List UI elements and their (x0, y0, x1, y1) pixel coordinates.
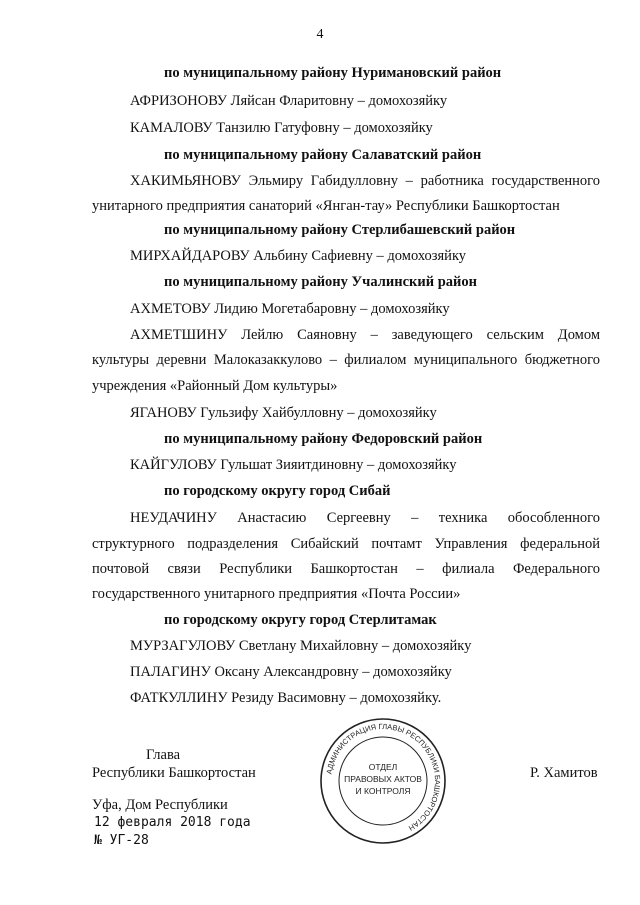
section-heading: по муниципальному району Нуримановский район (164, 65, 502, 81)
seal-center-line: ОТДЕЛ (368, 762, 398, 772)
list-item: КАЙГУЛОВУ Гульшат Зияитдиновну – домохозяйку (130, 457, 457, 473)
section-heading: по городскому округу город Стерлитамак (164, 612, 437, 628)
section-heading: по муниципальному району Федоровский район (164, 431, 483, 447)
list-item: ХАКИМЬЯНОВУ Эльмиру Габидулловну – работника государственного (130, 173, 600, 189)
signing-place: Уфа, Дом Республики (92, 797, 228, 813)
list-item-continuation: государственного унитарного предприятия «Почта России» (92, 586, 461, 602)
list-item: АХМЕТОВУ Лидию Могетабаровну – домохозяйку (130, 301, 450, 317)
list-item-continuation: культуры деревни Малоказаккулово – филиалом муниципального бюджетного (92, 352, 600, 368)
list-item: АФРИЗОНОВУ Ляйсан Фларитовну – домохозяйку (130, 93, 448, 109)
list-item-continuation: учреждения «Районный Дом культуры» (92, 378, 338, 394)
official-seal-stamp (318, 716, 448, 846)
page-number: 4 (316, 27, 324, 42)
list-item: ПАЛАГИНУ Оксану Александровну – домохозяйку (130, 664, 452, 680)
list-item: ФАТКУЛЛИНУ Резиду Васимовну – домохозяйку. (130, 690, 442, 706)
signatory-title: Глава (146, 747, 181, 763)
list-item-continuation: почтовой связи Республики Башкортостан – филиала Федерального (92, 561, 600, 577)
signatory-name: Р. Хамитов (530, 765, 598, 781)
list-item-continuation: унитарного предприятия санаторий «Янган-тау» Республики Башкортостан (92, 198, 560, 214)
seal-center-line: ПРАВОВЫХ АКТОВ (344, 774, 422, 784)
section-heading: по муниципальному району Учалинский район (164, 274, 477, 290)
list-item: ЯГАНОВУ Гульзифу Хайбулловну – домохозяйку (130, 405, 437, 421)
seal-ring-text: АДМИНИСТРАЦИЯ ГЛАВЫ РЕСПУБЛИКИ БАШКОРТОСТАН (324, 721, 443, 833)
list-item-continuation: структурного подразделения Сибайский почтамт Управления федеральной (92, 536, 600, 552)
signing-date: 12 февраля 2018 года (94, 815, 251, 830)
section-heading: по муниципальному району Стерлибашевский район (164, 222, 516, 238)
list-item: МУРЗАГУЛОВУ Светлану Михайловну – домохозяйку (130, 638, 472, 654)
section-heading: по городскому округу город Сибай (164, 483, 391, 499)
list-item: АХМЕТШИНУ Лейлю Саяновну – заведующего сельским Домом (130, 327, 600, 343)
list-item: МИРХАЙДАРОВУ Альбину Сафиевну – домохозяйку (130, 248, 467, 264)
list-item: НЕУДАЧИНУ Анастасию Сергеевну – техника обособленного (130, 510, 600, 526)
section-heading: по муниципальному району Салаватский район (164, 147, 482, 163)
seal-center-line: И КОНТРОЛЯ (355, 786, 411, 796)
list-item: КАМАЛОВУ Танзилю Гатуфовну – домохозяйку (130, 120, 433, 136)
decree-number: № УГ-28 (94, 833, 149, 848)
signatory-title-line2: Республики Башкортостан (92, 765, 256, 781)
